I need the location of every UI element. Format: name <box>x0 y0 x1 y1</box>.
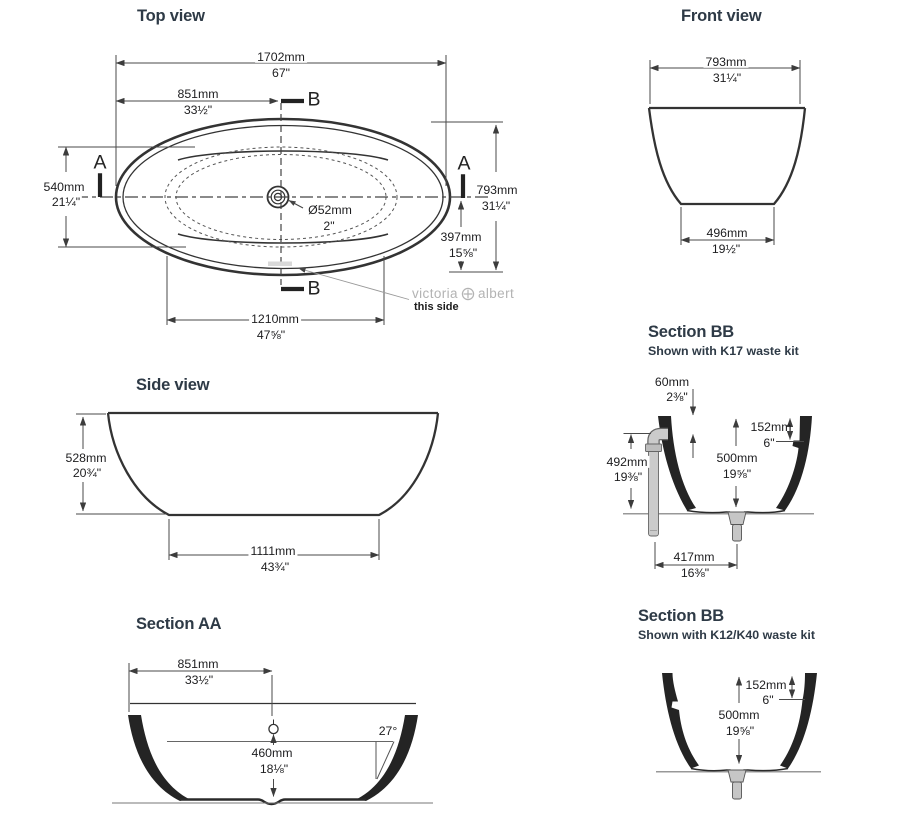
aa-dim-851-mm: 851mm <box>177 656 219 671</box>
brand-logo <box>412 287 514 301</box>
bb2-dim-500-mm: 500mm <box>718 707 760 722</box>
section-bb-k17-subtitle: Shown with K17 waste kit <box>648 344 799 358</box>
dim-1702-mm: 1702mm <box>257 49 305 64</box>
bb2-dim-500-in: 19⅝" <box>725 723 755 738</box>
front-dim-793-in: 31¼" <box>712 70 742 85</box>
dim-793-in: 31¼" <box>481 198 511 213</box>
front-dim-793-mm: 793mm <box>705 54 747 69</box>
aa-wall-angle: 27° <box>378 723 398 738</box>
logo-albert: albert <box>477 286 515 302</box>
section-bb-k1240-title: Section BB <box>638 607 725 625</box>
section-aa-title: Section AA <box>136 615 222 633</box>
bb1-dim-152-mm: 152mm <box>750 419 792 434</box>
bb1-dim-60-in: 2⅜" <box>666 389 688 404</box>
bb2-dim-152-in: 6" <box>762 692 774 707</box>
top-view-title: Top view <box>137 7 205 25</box>
front-view-drawing <box>649 108 805 204</box>
side-dim-1111-mm: 1111mm <box>250 543 296 558</box>
section-marker-b-top: B <box>307 88 321 111</box>
bb1-dim-500-in: 19⅝" <box>722 466 752 481</box>
front-view-dimensions <box>650 60 800 245</box>
bb1-dim-152-in: 6" <box>763 435 775 450</box>
logo-circle-plus-icon <box>461 287 475 301</box>
top-view-drawing <box>75 103 492 285</box>
dim-waste-diameter-in: 2" <box>323 218 335 233</box>
section-bb-k17-drawing <box>623 416 814 541</box>
bb2-dim-152-mm: 152mm <box>745 677 787 692</box>
logo-this-side-note: this side <box>414 301 459 313</box>
bb1-dim-492-in: 19⅜" <box>613 469 643 484</box>
dim-1210-mm: 1210mm <box>251 311 299 326</box>
side-dim-528-in: 20¾" <box>72 465 102 480</box>
bb1-dim-60-mm: 60mm <box>654 374 690 389</box>
bb1-dim-500-mm: 500mm <box>716 450 758 465</box>
front-view-title: Front view <box>681 7 762 25</box>
section-marker-a-right: A <box>457 152 471 175</box>
dim-851-in: 33½" <box>183 102 213 117</box>
dim-397-in: 15⅝" <box>448 245 478 260</box>
dim-1210-in: 47⅝" <box>256 327 286 342</box>
dim-waste-diameter-mm: Ø52mm <box>308 202 352 217</box>
side-view-drawing <box>108 413 438 515</box>
dim-1702-in: 67" <box>271 65 291 80</box>
aa-dim-460-mm: 460mm <box>251 745 293 760</box>
side-view-title: Side view <box>136 376 210 394</box>
logo-victoria: victoria <box>412 286 458 302</box>
bb1-dim-417-mm: 417mm <box>673 549 715 564</box>
section-marker-a-left: A <box>93 151 107 174</box>
dim-793-mm: 793mm <box>476 182 518 197</box>
section-marker-b-bottom: B <box>307 277 321 300</box>
bb1-dim-492-mm: 492mm <box>606 454 648 469</box>
side-dim-528-mm: 528mm <box>65 450 107 465</box>
front-dim-496-mm: 496mm <box>706 225 748 240</box>
dim-397-mm: 397mm <box>440 229 482 244</box>
section-bb-k1240-subtitle: Shown with K12/K40 waste kit <box>638 628 815 642</box>
section-bb-k17-title: Section BB <box>648 323 735 341</box>
front-dim-496-in: 19½" <box>711 241 741 256</box>
dim-540-in: 21¼" <box>51 194 81 209</box>
bb1-dim-417-in: 16⅜" <box>680 565 710 580</box>
dim-540-mm: 540mm <box>43 179 85 194</box>
dim-851-mm: 851mm <box>177 86 219 101</box>
side-dim-1111-in: 43¾" <box>260 559 290 574</box>
aa-dim-851-in: 33½" <box>184 672 214 687</box>
side-view-dimensions <box>76 414 379 560</box>
aa-dim-460-in: 18⅛" <box>259 761 289 776</box>
